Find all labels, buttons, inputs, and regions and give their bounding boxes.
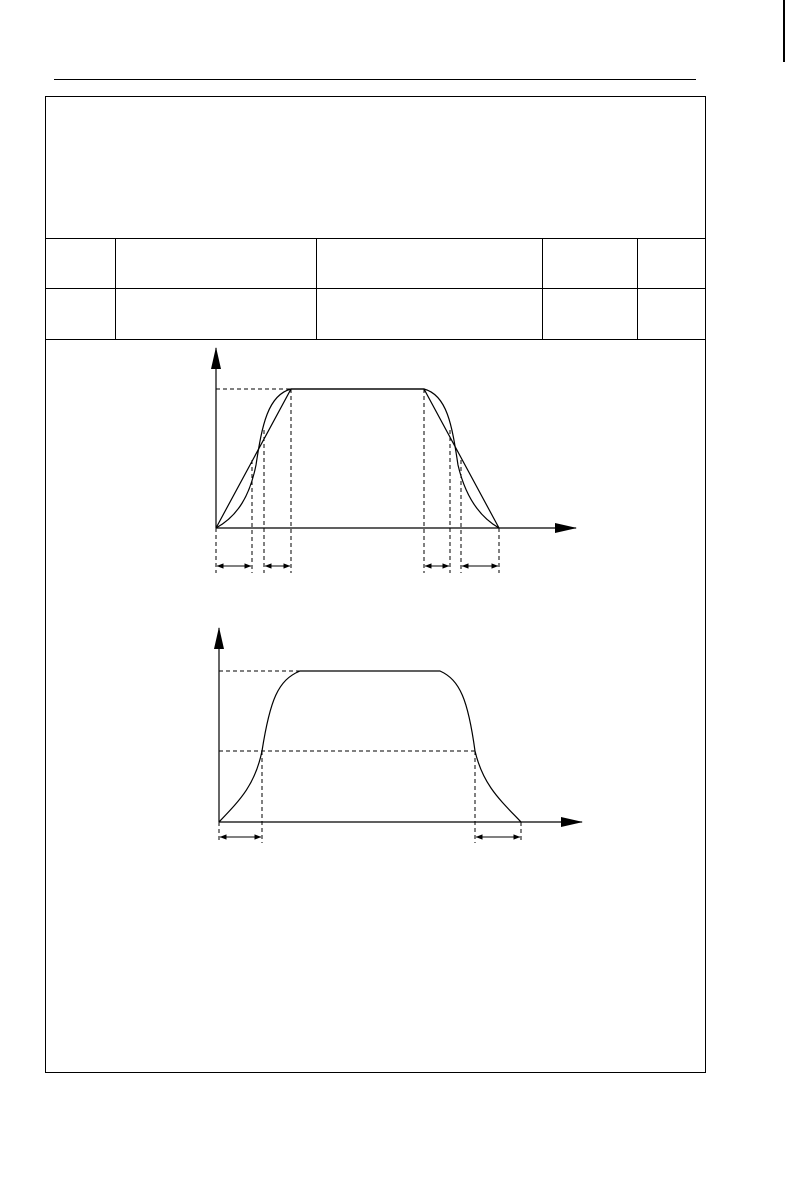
bottom-time-guides	[219, 751, 521, 843]
bottom-velocity-diagram	[219, 628, 582, 843]
bottom-s-curve-profile	[219, 671, 521, 822]
top-s-curve-profile	[216, 389, 499, 528]
top-time-guides	[216, 389, 499, 573]
top-velocity-diagram	[216, 348, 576, 573]
